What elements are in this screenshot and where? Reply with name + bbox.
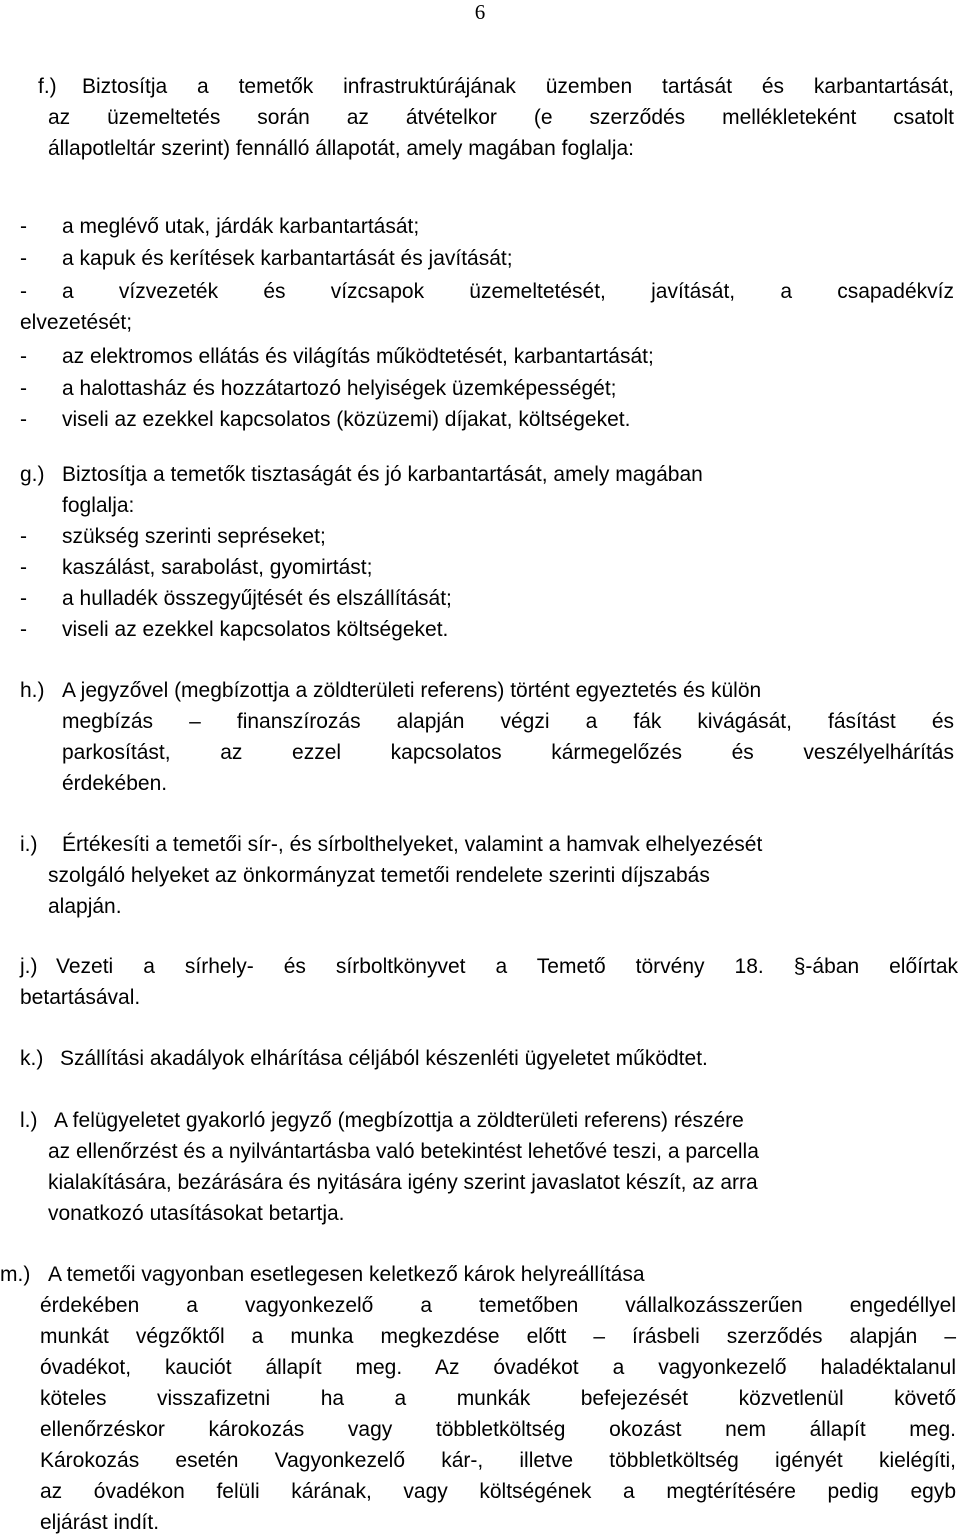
paragraph-line: munkát végzőktől a munka megkezdése előtt – írásbeli szerződés alapján – (40, 1325, 956, 1348)
paragraph-line: Károkozás esetén Vagyonkezelő kár-, illetve többletköltség igényét kielégíti, (40, 1449, 956, 1472)
paragraph-line: ellenőrzéskor károkozás vagy többletköltség okozást nem állapít meg. (40, 1418, 956, 1441)
section-label: i.) (20, 833, 38, 856)
list-item-text: viseli az ezekkel kapcsolatos költségeket. (62, 618, 449, 641)
paragraph-line: állapotleltár szerint) fennálló állapotát, amely magában foglalja: (48, 137, 635, 160)
paragraph-line: az ellenőrzést és a nyilvántartásba való betekintést lehetővé teszi, a parcella (48, 1140, 759, 1163)
list-item-text: a meglévő utak, járdák karbantartását; (62, 215, 420, 238)
section-label: f.) (38, 75, 57, 98)
paragraph-line: vonatkozó utasításokat betartja. (48, 1202, 345, 1225)
paragraph-line: eljárást indít. (40, 1511, 160, 1534)
paragraph-line: óvadékot, kauciót állapít meg. Az óvadékot a vagyonkezelő haladéktalanul (40, 1356, 956, 1379)
list-item-text: kaszálást, sarabolást, gyomirtást; (62, 556, 373, 579)
section-label: k.) (20, 1047, 44, 1070)
list-item-text: az elektromos ellátás és világítás működtetését, karbantartását; (62, 345, 654, 368)
paragraph-line: megbízás – finanszírozás alapján végzi a fák kivágását, fásítást és (62, 710, 954, 733)
paragraph-line: Biztosítja a temetők tisztaságát és jó karbantartását, amely magában (62, 463, 703, 486)
paragraph-line: A temetői vagyonban esetlegesen keletkező károk helyreállítása (48, 1263, 645, 1286)
paragraph-line: kialakítására, bezárására és nyitására igény szerint javaslatot készít, az arra (48, 1171, 758, 1194)
section-label: h.) (20, 679, 45, 702)
section-label: g.) (20, 463, 45, 486)
page-number: 6 (474, 0, 486, 24)
section-label: m.) (0, 1263, 31, 1286)
paragraph-line: betartásával. (20, 986, 141, 1009)
list-item-text: a vízvezeték és vízcsapok üzemeltetését, javítását, a csapadékvíz (62, 280, 954, 303)
paragraph-line: A felügyeletet gyakorló jegyző (megbízottja a zöldterületi referens) részére (54, 1109, 744, 1132)
paragraph-line: érdekében. (62, 772, 168, 795)
paragraph-line: az óvadékon felüli kárának, vagy költségének a megtérítésére pedig egyb (40, 1480, 956, 1503)
paragraph-line: az üzemeltetés során az átvételkor (e szerződés mellékleteként csatolt (48, 106, 954, 129)
paragraph-line: A jegyzővel (megbízottja a zöldterületi referens) történt egyeztetés és külön (62, 679, 762, 702)
paragraph-line: érdekében a vagyonkezelő a temetőben vállalkozásszerűen engedéllyel (40, 1294, 956, 1317)
list-item-text: a halottasház és hozzátartozó helyiségek üzemképességét; (62, 377, 617, 400)
paragraph-line: szolgáló helyeket az önkormányzat temetői rendelete szerinti díjszabás (48, 864, 710, 887)
section-label: l.) (20, 1109, 38, 1132)
paragraph-line: alapján. (48, 895, 122, 918)
paragraph-line: Biztosítja a temetők infrastruktúrájának üzemben tartását és karbantartását, (82, 75, 954, 98)
list-item-text: szükség szerinti sepréseket; (62, 525, 326, 548)
paragraph-line: köteles visszafizetni ha a munkák befejezését közvetlenül követő (40, 1387, 956, 1410)
paragraph-line: Értékesíti a temetői sír-, és sírbolthelyeket, valamint a hamvak elhelyezését (62, 833, 763, 856)
list-item-text: a hulladék összegyűjtését és elszállítását; (62, 587, 452, 610)
paragraph-line: Vezeti a sírhely- és sírboltkönyvet a Temető törvény 18. §-ában előírtak (56, 955, 958, 978)
paragraph-line: parkosítást, az ezzel kapcsolatos kármegelőzés és veszélyelhárítás (62, 741, 954, 764)
list-item-text: viseli az ezekkel kapcsolatos (közüzemi) díjakat, költségeket. (62, 408, 631, 431)
list-item-text: a kapuk és kerítések karbantartását és javítását; (62, 247, 513, 270)
paragraph-line: Szállítási akadályok elhárítása céljából készenléti ügyeletet működtet. (60, 1047, 708, 1070)
paragraph-line: foglalja: (62, 494, 135, 517)
section-label: j.) (20, 955, 38, 978)
list-item-text: elvezetését; (20, 311, 133, 334)
